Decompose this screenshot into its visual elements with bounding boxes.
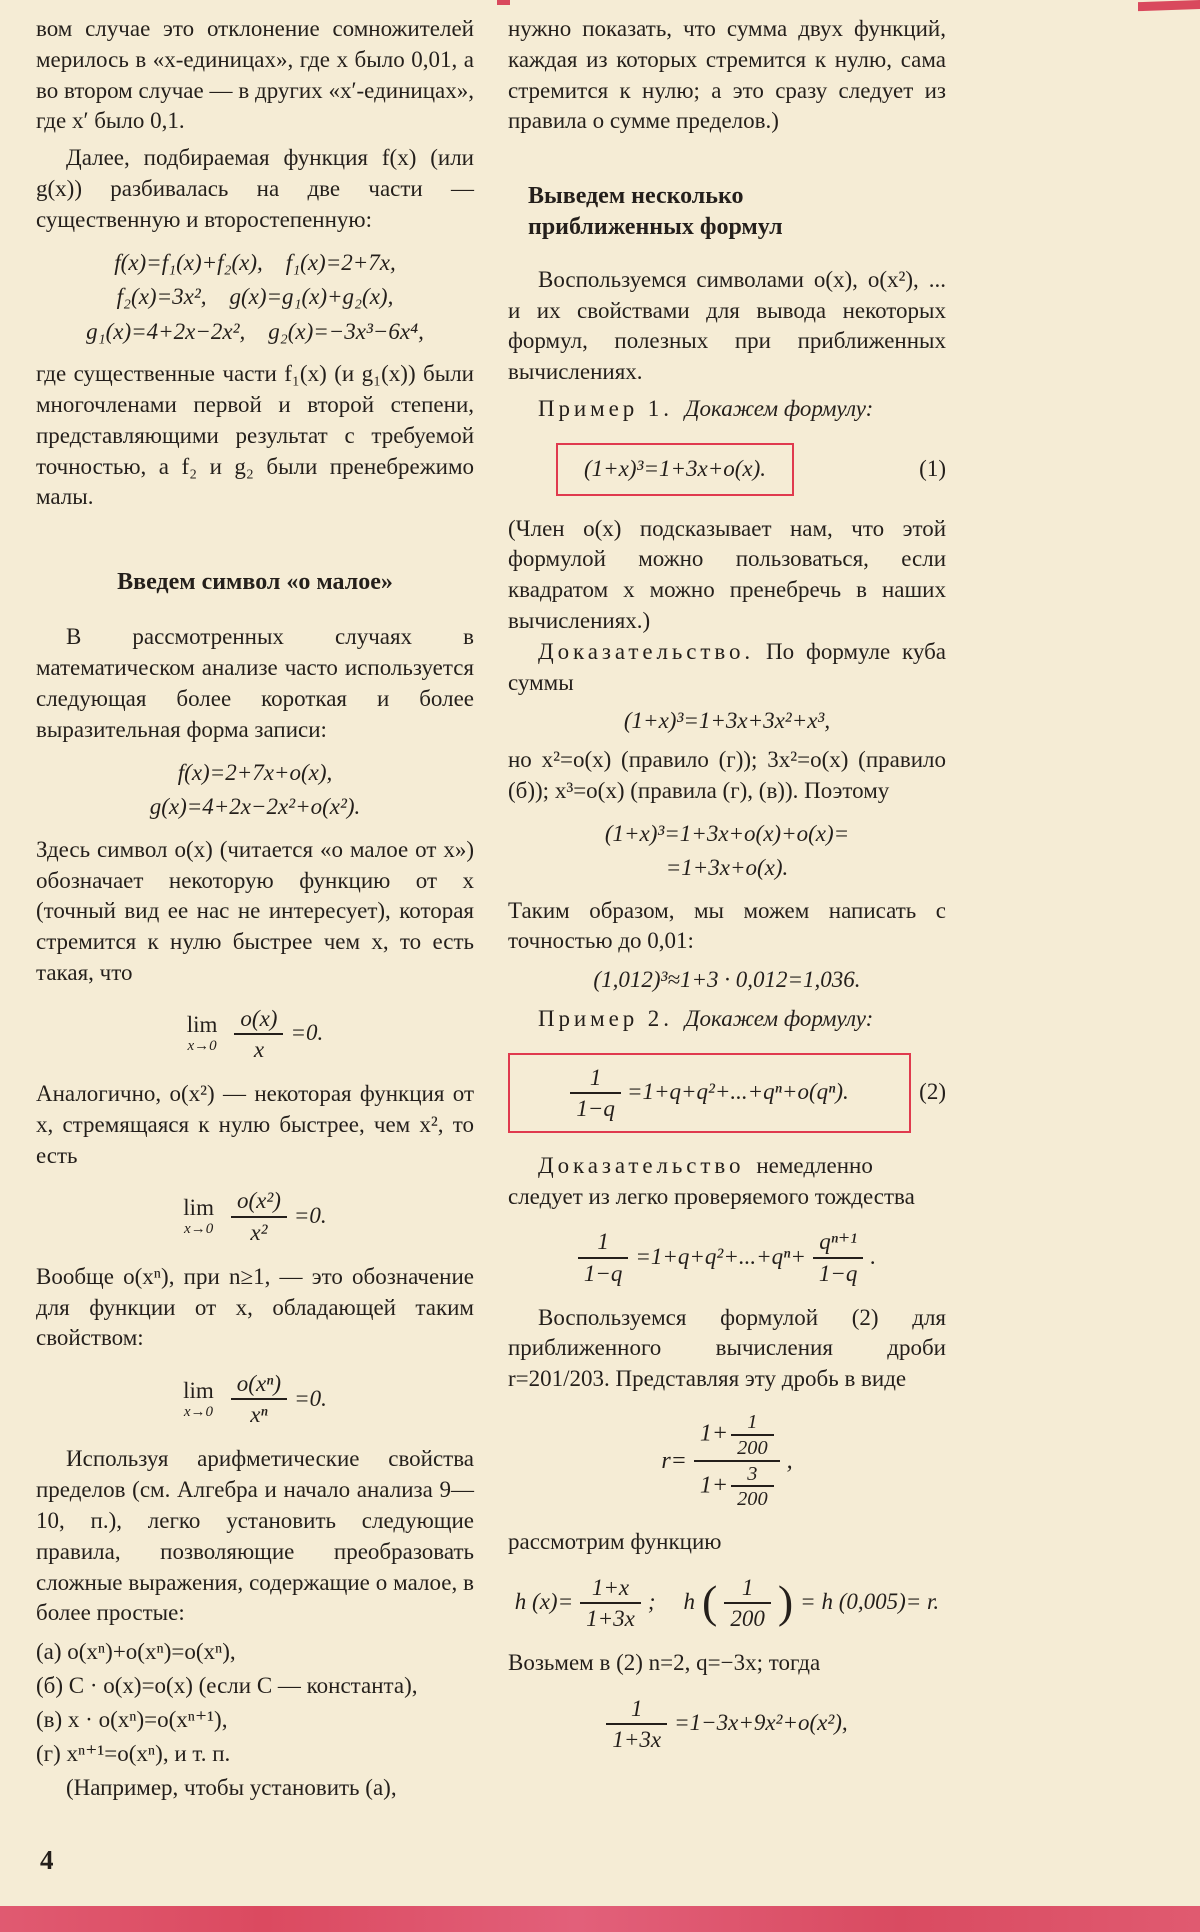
proof-text: немедленно следует из легко проверяемого тождества (508, 1152, 915, 1209)
numerator: o(x) (234, 1005, 283, 1035)
equation: (1+x)³=1+3x+o(x)+o(x)= (604, 820, 850, 846)
equation-group (36, 756, 474, 825)
proof-label: Доказательство (538, 1152, 745, 1178)
example-text: Докажем формулу: (684, 1005, 874, 1031)
paragraph: Воспользуемся символами o(x), o(x²), ... и их свойствами для вывода некоторых формул, полезных при приближенных вычислениях. (508, 266, 946, 385)
section-heading (528, 181, 946, 242)
lim-word: lim (183, 1195, 214, 1221)
proof-label: Доказательство. (538, 638, 755, 664)
equation-lhs: h (x)= (514, 1589, 574, 1615)
equation: g(x)=4+2x−2x²+o(x²). (149, 794, 361, 820)
numerator: qⁿ⁺¹ (813, 1228, 864, 1258)
rule-item: (б) C · o(x)=o(x) (если C — константа), (36, 1673, 418, 1699)
paragraph: вом случае это отклонение сомножителей мерилось в «x-единицах», где x было 0,01, а во втором случае — в других «x′-единицах», где x′ было 0,1. (36, 16, 474, 134)
fraction-inner (731, 1411, 774, 1459)
limit-operator (187, 1013, 218, 1054)
equation-number: (1) (919, 455, 946, 481)
rule-item: (а) o(xⁿ)+o(xⁿ)=o(xⁿ), (36, 1639, 236, 1665)
equation: (1,012)³≈1+3 · 0,012=1,036. (593, 967, 861, 993)
heading-line: приближенных формул (528, 213, 783, 240)
paragraph: В рассмотренных случаях в математическом анализе часто используется следующая более короткая и более выразительная форма записи: (36, 624, 474, 742)
lim-word: lim (183, 1377, 214, 1403)
identity-formula (508, 1228, 946, 1286)
limit-formula (36, 1370, 474, 1428)
proof-heading (508, 637, 946, 699)
paragraph: но x²=o(x) (правило (г)); 3x²=o(x) (правило (б)); x³=o(x) (правила (г), (в)). Поэтому (508, 746, 946, 803)
example-label: Пример 1. (538, 395, 673, 421)
denominator: 1+3x (586, 1605, 635, 1631)
numerator: o(x²) (231, 1187, 287, 1217)
denominator: xⁿ (250, 1402, 268, 1428)
denominator: 200 (730, 1605, 765, 1631)
formula-box (556, 443, 794, 496)
equation: f₂(x)=3x², g(x)=g₁(x)+g₂(x), (116, 284, 394, 310)
fraction (724, 1574, 771, 1632)
fraction-outer (694, 1411, 780, 1511)
equation: f(x)=2+7x+o(x), (177, 759, 333, 785)
fraction (580, 1574, 641, 1632)
example-text: Докажем формулу: (684, 395, 874, 421)
bottom-decoration (0, 1906, 1200, 1932)
equation-middle: =1+q+q²+...+qⁿ+ (635, 1244, 806, 1270)
paragraph: (Член o(x) подсказывает нам, что этой формулой можно пользоваться, если квадратом x можно пренебречь в наших вычислениях.) (508, 515, 946, 633)
example-heading (508, 1004, 946, 1035)
limit-operator (183, 1379, 214, 1420)
equation-group (36, 246, 474, 350)
numerator: 1 (570, 1064, 621, 1094)
equation-group (508, 817, 946, 886)
fraction (231, 1187, 287, 1245)
equation-rhs: =0. (294, 1385, 327, 1411)
paragraph: нужно показать, что сумма двух функций, каждая из которых стремится к нулю, сама стремится к нулю; а это сразу следует из правила о сумме пределов.) (508, 16, 946, 134)
denominator: 1+3x (612, 1726, 662, 1752)
lim-word: lim (186, 1012, 218, 1038)
denominator: 200 (737, 1488, 768, 1511)
fraction (234, 1005, 283, 1063)
fraction (606, 1695, 667, 1753)
limit-operator (183, 1196, 214, 1237)
paragraph: Воспользуемся формулой (2) для приближенного вычисления дроби r=201/203. Представляя эту дробь в виде (508, 1304, 946, 1392)
section-heading: Введем символ «о малое» (117, 569, 393, 596)
equation: g₁(x)=4+2x−2x², g₂(x)=−3x³−6x⁴, (86, 318, 424, 344)
boxed-formula-1 (508, 443, 946, 496)
fraction-inner (731, 1463, 774, 1511)
equation-lhs: r= (661, 1447, 687, 1474)
numerator: 1 (606, 1695, 667, 1725)
denominator: 1−q (576, 1095, 615, 1121)
fraction (813, 1228, 864, 1286)
limit-formula (36, 1005, 474, 1063)
r-fraction-formula (508, 1411, 946, 1511)
equation-end: , (786, 1447, 793, 1474)
right-column (508, 14, 946, 1803)
numerator-text: 1+ (699, 1420, 729, 1447)
equation-rhs: =1+q+q²+...+qⁿ+o(qⁿ). (626, 1079, 849, 1105)
example-heading (508, 394, 946, 425)
denominator: 1−q (583, 1260, 623, 1286)
separator: ; (647, 1589, 656, 1615)
boxed-formula-2 (508, 1053, 946, 1133)
h-function-formula (508, 1574, 946, 1632)
formula-box (508, 1053, 911, 1133)
equation-rhs: =0. (290, 1020, 324, 1046)
fraction (570, 1064, 621, 1122)
final-formula (508, 1695, 946, 1753)
denominator: x (253, 1036, 265, 1062)
numerator: 1+x (580, 1574, 641, 1604)
paragraph: Возьмем в (2) n=2, q=−3x; тогда (508, 1649, 821, 1675)
heading-line: Выведем несколько (528, 183, 744, 210)
numerator: 1 (724, 1574, 771, 1604)
equation-rhs: =1−3x+9x²+o(x²), (674, 1710, 848, 1736)
paragraph: Таким образом, мы можем написать с точностью до 0,01: (508, 897, 946, 954)
lim-subscript: x→0 (184, 1221, 214, 1238)
equation: f(x)=f₁(x)+f₂(x), f₁(x)=2+7x, (114, 249, 396, 275)
equation: (1+x)³=1+3x+3x²+x³, (623, 708, 831, 734)
fraction (578, 1228, 629, 1286)
example-label: Пример 2. (538, 1005, 673, 1031)
fraction (231, 1370, 287, 1428)
left-paren: ( (702, 1576, 718, 1628)
numerator: 1 (731, 1411, 774, 1435)
paragraph: (Например, чтобы установить (а), (66, 1774, 397, 1800)
denominator-text: 1+ (699, 1472, 729, 1499)
numerator (694, 1411, 780, 1462)
numerator: o(xⁿ) (231, 1370, 287, 1400)
equation: =1+3x+o(x). (665, 855, 789, 881)
paragraph: рассмотрим функцию (508, 1528, 722, 1554)
paragraph: где существенные части f₁(x) (и g₁(x)) были многочленами первой и второй степени, представляющими результат с требуемой точностью, а f₂ и g₂ были пренебрежимо малы. (36, 361, 474, 510)
function-symbol: h (683, 1589, 696, 1615)
paragraph: Здесь символ o(x) (читается «о малое от x») обозначает некоторую функцию от x (точный вид ее нас не интересует), которая стремится к нулю быстрее чем x, то есть такая, что (36, 836, 474, 985)
rule-item: (г) xⁿ⁺¹=o(xⁿ), и т. п. (36, 1740, 231, 1766)
proof-heading (508, 1151, 946, 1213)
equation-rhs: =0. (293, 1203, 327, 1229)
denominator: x² (250, 1219, 268, 1245)
page-number: 4 (40, 1845, 54, 1875)
limit-formula (36, 1187, 474, 1245)
denominator: 200 (737, 1436, 768, 1459)
denominator: 1−q (818, 1260, 858, 1286)
rules-list (36, 1637, 474, 1769)
denominator (694, 1462, 780, 1511)
equation-rhs: = h (0,005)= r. (800, 1589, 940, 1615)
left-column (36, 14, 474, 1803)
right-paren: ) (777, 1576, 794, 1628)
equation-number: (2) (919, 1079, 946, 1105)
paragraph: Далее, подбираемая функция f(x) (или g(x)) разбивалась на две части — существенную и второстепенную: (36, 145, 474, 232)
rule-item: (в) x · o(xⁿ)=o(xⁿ⁺¹), (36, 1706, 228, 1732)
paragraph: Используя арифметические свойства пределов (см. Алгебра и начало анализа 9—10, п.), легко установить следующие правила, позволяющие преобразовать сложные выражения, содержащие о малое, в более простые: (36, 1446, 474, 1626)
equation-end: . (870, 1244, 877, 1270)
equation: (1+x)³=1+3x+o(x). (584, 455, 766, 481)
lim-subscript: x→0 (187, 1038, 217, 1055)
paragraph: Аналогично, o(x²) — некоторая функция от x, стремящаяся к нулю быстрее, чем x², то есть (36, 1081, 474, 1168)
numerator: 3 (731, 1463, 774, 1487)
proof-text: По формуле куба суммы (508, 638, 946, 695)
print-mark-icon (497, 0, 510, 5)
paragraph: Вообще o(xⁿ), при n≥1, — это обозначение для функции от x, обладающей таким свойством: (36, 1263, 474, 1351)
lim-subscript: x→0 (183, 1403, 214, 1420)
numerator: 1 (578, 1228, 629, 1258)
